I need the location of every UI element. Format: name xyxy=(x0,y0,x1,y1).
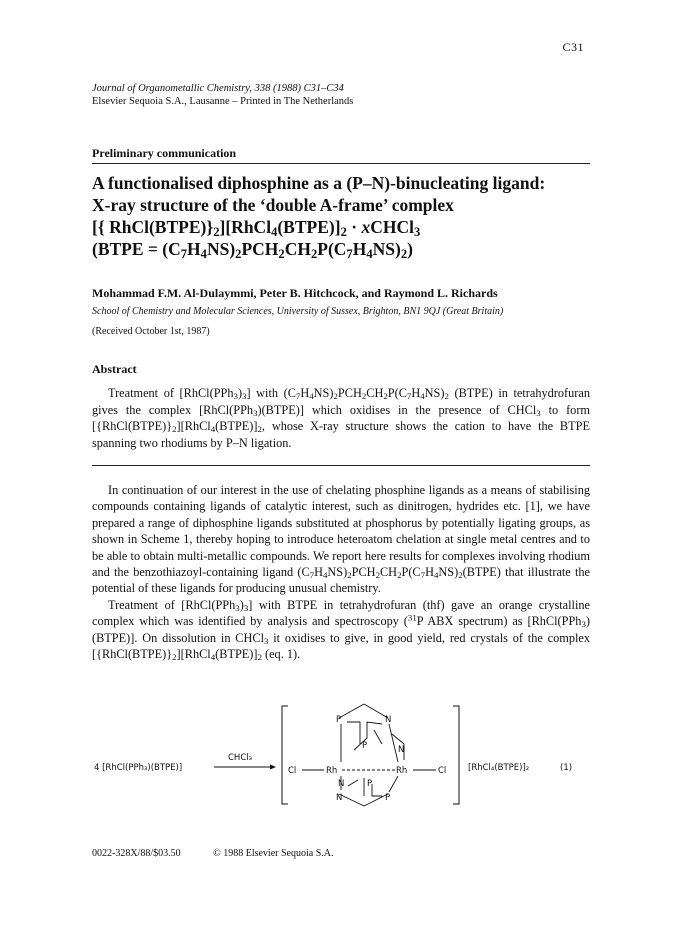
journal-line-2: Elsevier Sequoia S.A., Lausanne – Printed in The Netherlands xyxy=(92,96,354,107)
atom-p-bottom-inner: P xyxy=(367,779,373,789)
atom-cl-left: Cl xyxy=(288,766,297,776)
atom-n-inner-left: N xyxy=(338,779,345,789)
title-line-4: (BTPE = $(C_7H_4NS)_2PCH_2CH_2P(C_7H_4NS)_2$) xyxy=(92,239,413,262)
title-line-2: X-ray structure of the ‘double A-frame’ complex xyxy=(92,195,454,215)
divider-abstract xyxy=(92,465,590,466)
section-label: Preliminary communication xyxy=(92,146,237,160)
title-line-1: A functionalised diphosphine as a (P–N)-binucleating ligand: xyxy=(92,173,546,193)
scheme-reagent: CHCl₃ xyxy=(228,753,253,763)
title-line-3: [{ $RhCl(BTPE)\}_2][RhCl_4(BTPE)]_2$ · xCHCl$_3$ xyxy=(92,217,421,240)
journal-line-1: Journal of Organometallic Chemistry, 338 (1988) C31–C34 xyxy=(92,83,344,94)
footer-code: 0022-328X/88/$03.50 xyxy=(92,848,181,859)
atom-rh-right: Rh xyxy=(396,766,408,776)
atom-p-bottom-right: P xyxy=(385,793,391,803)
reaction-scheme xyxy=(92,700,592,810)
atom-n-top-right: N xyxy=(385,715,392,725)
atom-p-top-left: P xyxy=(336,715,342,725)
atom-cl-right: Cl xyxy=(438,766,447,776)
atom-n-inner-right: N xyxy=(398,745,405,755)
footer-copyright: © 1988 Elsevier Sequoia S.A. xyxy=(213,848,334,859)
atom-rh-left: Rh xyxy=(326,766,338,776)
scheme-anion: [RhCl₄(BTPE)]₂ xyxy=(468,763,530,773)
body-intro: In continuation of our interest in the use of chelating phosphine ligands as a means of stabilising compounds containing ligands of catalytic interest, such as dinitrogen, hydrides etc. [1], we have prepared a range of diphosphine ligands substituted at phosphorus by potentially ligating groups, as shown in Scheme 1, thereby hoping to introduce heteroatom chelation at single metal centres and to be able to obtain multi-metallic compounds. We report here results for complexes involving rhodium and the benzothiazoyl-containing ligand xyxy=(92,483,590,580)
atom-p-top-inner: P xyxy=(362,741,368,751)
article-title xyxy=(92,172,592,260)
atom-n-bottom-left: N xyxy=(336,793,343,803)
affiliation: School of Chemistry and Molecular Sciences, University of Sussex, Brighton, BN1 9QJ (Great Britain) xyxy=(92,306,504,317)
equation-label: (1) xyxy=(560,763,573,773)
authors: Mohammad F.M. Al-Dulaymmi, Peter B. Hitchcock, and Raymond L. Richards xyxy=(92,286,498,300)
cation-structure xyxy=(302,704,436,806)
footer xyxy=(92,848,363,859)
divider-top xyxy=(92,163,590,164)
reaction-arrowhead xyxy=(270,765,276,770)
left-bracket xyxy=(282,706,288,804)
journal-citation xyxy=(92,82,353,108)
page-number: C31 xyxy=(562,40,584,54)
body-text: In continuation of our interest in the use of chelating phosphine ligands as a means of stabilising compounds containing ligands of catalytic interest, such as dinitrogen, hydrides etc. [1], we have prepared a range of diphosphine ligands substituted at phosphorus by potentially ligating groups, as shown in Scheme 1, thereby hoping to introduce heteroatom chelation at single metal centres and to be able to obtain multi-metallic compounds. We report here results for complexes involving rhodium and the benzothiazoyl-containing ligand $(C_7H_4NS)_2PCH_2CH_2P(C_7H_4NS)_2(BTPE)$ that illustrate the potential of these ligands for producing unusual chemistry. Treatment of $[RhCl(PPh_3)_3]$ with BTPE in tetrahydrofuran (thf) gave an orange crystalline complex which was identified by analysis and spectroscopy ($^{31}$P ABX spectrum) as [RhCl(PPh$_3$)(BTPE)]. On dissolution in CHCl$_3$ it oxidises to give, in good yield, red crystals of the complex $[\{RhCl(BTPE)\}_2][RhCl_4(BTPE)]_2$ (eq. 1). xyxy=(92,483,591,663)
right-bracket xyxy=(453,706,459,804)
abstract-heading: Abstract xyxy=(92,362,137,376)
abstract-text: Treatment of $[RhCl(PPh_3)_3]$ with $(C_7H_4NS)_2PCH_2CH_2P(C_7H_4NS)_2$ (BTPE) in tetrahydrofuran gives the complex [RhCl(PPh$_3$)(BTPE)] which oxidises in the presence of CHCl$_3$ to form $[\{RhCl(BTPE)\}_2][RhCl_4(BTPE)]_2$, whose X-ray structure shows the cation to have the BTPE spanning two rhodiums by P–N ligation. xyxy=(92,386,590,450)
scheme-reactant: 4 [RhCl(PPh₃)(BTPE)] xyxy=(94,763,183,773)
received-date: (Received October 1st, 1987) xyxy=(92,326,210,337)
